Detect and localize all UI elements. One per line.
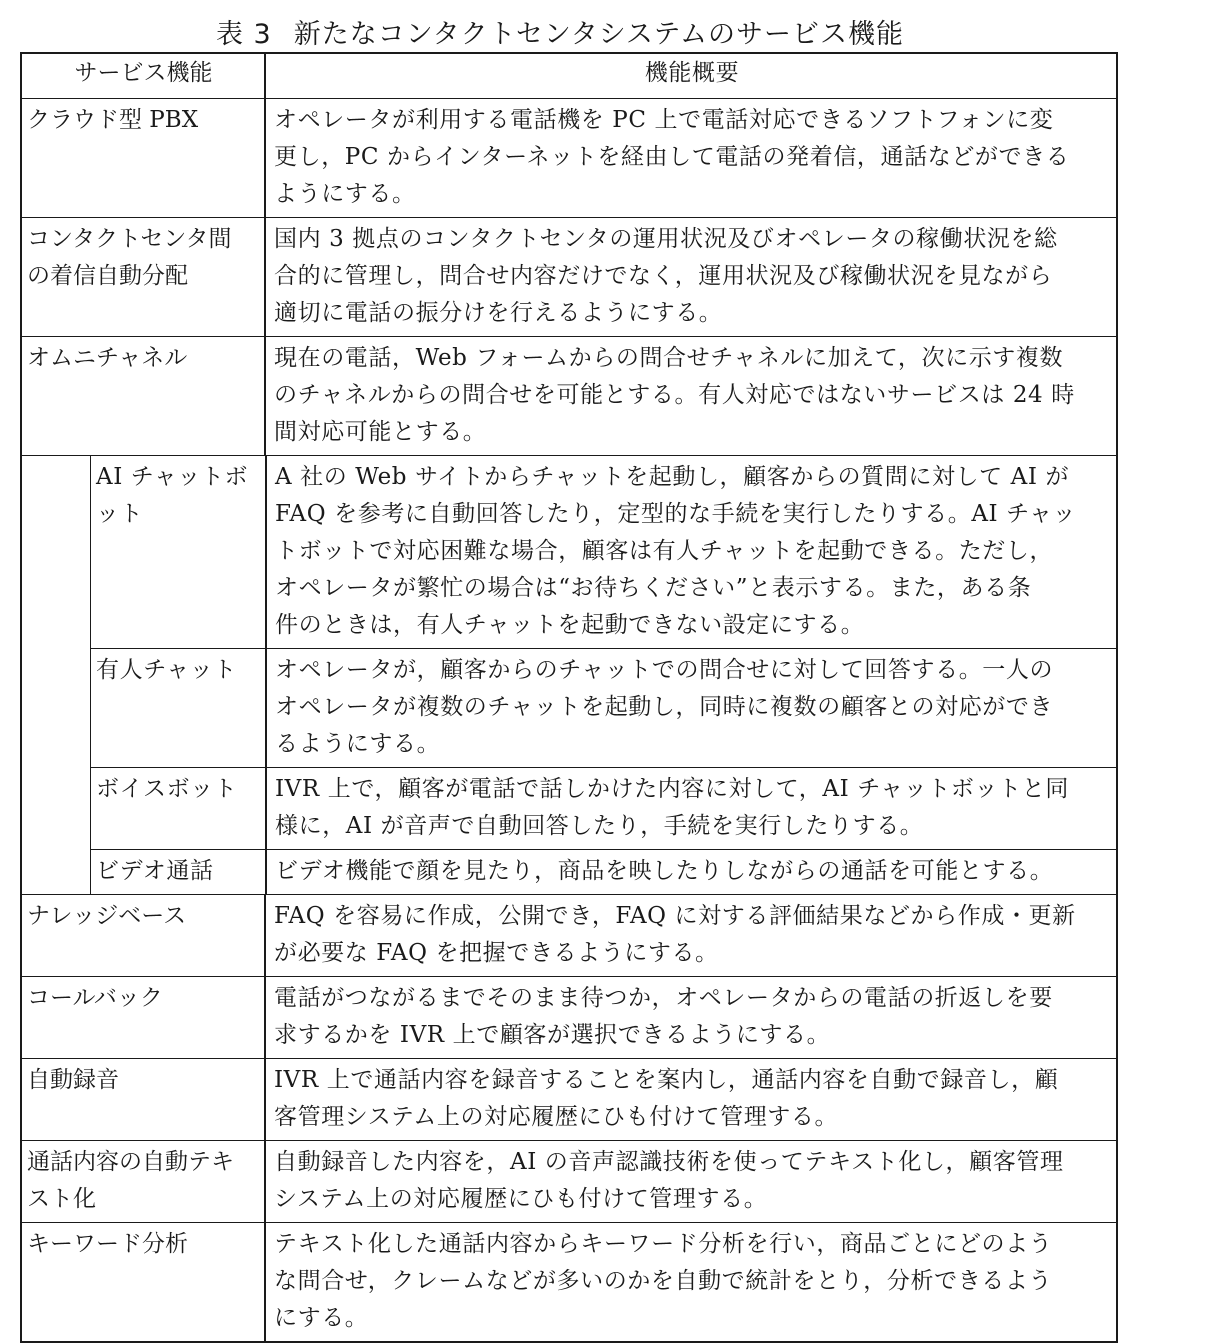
sub-service-description-line: オペレータが，顧客からのチャットでの問合せに対して回答する。一人の [275, 657, 1054, 683]
service-name-cell [22, 895, 266, 976]
service-description-line: 現在の電話，Web フォームからの問合せチャネルに加えて，次に示す複数 [274, 345, 1064, 371]
service-description-line: オペレータが利用する電話機を PC 上で電話対応できるソフトフォンに変 [274, 107, 1054, 133]
sub-service-description-cell [267, 850, 1116, 894]
service-description-line: システム上の対応履歴にひも付けて管理する。 [274, 1186, 768, 1212]
service-description-line: のチャネルからの問合せを可能とする。有人対応ではないサービスは 24 時 [274, 382, 1075, 408]
service-function-table [20, 52, 1118, 1343]
sub-service-name-line: ボイスボット [96, 776, 238, 802]
sub-service-description-line: ビデオ機能で顔を見たり，商品を映したりしながらの通話を可能とする。 [275, 858, 1054, 884]
service-description-line: FAQ を容易に作成，公開でき，FAQ に対する評価結果などから作成・更新 [274, 903, 1076, 929]
service-description-cell [266, 218, 1116, 336]
service-description-line: 客管理システム上の対応履歴にひも付けて管理する。 [274, 1104, 839, 1130]
sub-service-name-cell [91, 456, 267, 648]
sub-service-description-cell [267, 456, 1116, 648]
sub-service-description-line: IVR 上で，顧客が電話で話しかけた内容に対して，AI チャットボットと同 [275, 776, 1069, 802]
sub-table-row [91, 648, 1116, 767]
service-description-line: 合的に管理し，問合せ内容だけでなく，運用状況及び稼働状況を見ながら [274, 263, 1053, 289]
rows-after [22, 894, 1116, 1341]
sub-service-description-cell [267, 768, 1116, 849]
sub-service-name-line: ビデオ通話 [96, 858, 214, 884]
service-description-line: 間対応可能とする。 [274, 419, 487, 445]
table-title: 新たなコンタクトセンタシステムのサービス機能 [293, 19, 905, 50]
service-description-line: 自動録音した内容を，AI の音声認識技術を使ってテキスト化し，顧客管理 [274, 1149, 1064, 1175]
service-name-line: コンタクトセンタ間 [27, 226, 232, 252]
sub-table-row [91, 456, 1116, 648]
table-number: 表 3 [215, 19, 272, 50]
service-description-cell [266, 1223, 1116, 1341]
sub-service-name-cell [91, 768, 267, 849]
table-row [22, 1058, 1116, 1140]
service-name-cell [22, 218, 266, 336]
service-name-cell [22, 1223, 266, 1341]
service-name-line: 自動録音 [27, 1067, 119, 1093]
service-description-cell [266, 895, 1116, 976]
service-name-line: 通話内容の自動テキ [27, 1149, 234, 1175]
service-description-cell [266, 1059, 1116, 1140]
sub-service-description-line: オペレータが繁忙の場合は“お待ちください”と表示する。また，ある条 [275, 575, 1032, 601]
sub-service-name-line: ット [96, 501, 144, 527]
rows-before [22, 98, 1116, 455]
table-row [22, 217, 1116, 336]
service-description-line: 国内 3 拠点のコンタクトセンタの運用状況及びオペレータの稼働状況を総 [274, 226, 1058, 252]
sub-table-row [91, 767, 1116, 849]
sub-service-description-line: オペレータが複数のチャットを起動し，同時に複数の顧客との対応ができ [275, 694, 1054, 720]
sub-service-name-line: AI チャットボ [96, 464, 249, 490]
service-description-line: が必要な FAQ を把握できるようにする。 [274, 940, 719, 966]
table-row [22, 894, 1116, 976]
service-name-cell [22, 337, 266, 455]
service-name-cell [22, 99, 266, 217]
service-description-cell [266, 977, 1116, 1058]
column-header-overview: 機能概要 [644, 60, 740, 86]
omnichannel-subgroup [22, 455, 1116, 894]
service-name-line: スト化 [27, 1186, 96, 1212]
service-name-line: クラウド型 PBX [27, 107, 199, 133]
service-name-line: の着信自動分配 [27, 263, 188, 289]
service-description-line: テキスト化した通話内容からキーワード分析を行い，商品ごとにどのよう [274, 1231, 1053, 1257]
table-header-row [22, 54, 1116, 98]
service-description-cell [266, 99, 1116, 217]
service-description-line: 求するかを IVR 上で顧客が選択できるようにする。 [274, 1022, 831, 1048]
service-description-cell [266, 337, 1116, 455]
table-row [22, 1140, 1116, 1222]
sub-service-description-line: るようにする。 [275, 731, 441, 757]
sub-service-description-cell [267, 649, 1116, 767]
sub-service-description-line: 件のときは，有人チャットを起動できない設定にする。 [275, 612, 865, 638]
service-name-line: コールバック [27, 985, 163, 1011]
service-description-cell [266, 1141, 1116, 1222]
service-description-line: な問合せ，クレームなどが多いのかを自動で統計をとり，分析できるよう [274, 1268, 1053, 1294]
sub-service-description-line: トボットで対応困難な場合，顧客は有人チャットを起動できる。ただし， [275, 538, 1054, 564]
sub-service-name-cell [91, 850, 267, 894]
sub-service-description-line: 様に，AI が音声で自動回答したり，手続を実行したりする。 [275, 813, 924, 839]
service-name-line: オムニチャネル [27, 345, 188, 371]
service-description-line: 電話がつながるまでそのまま待つか，オペレータからの電話の折返しを要 [274, 985, 1053, 1011]
service-name-line: キーワード分析 [27, 1231, 188, 1257]
service-description-line: ようにする。 [274, 181, 416, 207]
sub-service-description-line: FAQ を参考に自動回答したり，定型的な手続を実行したりする。AI チャッ [275, 501, 1077, 527]
service-name-cell [22, 1059, 266, 1140]
service-name-line: ナレッジベース [27, 903, 187, 929]
service-description-line: 更し，PC からインターネットを経由して電話の発着信，通話などができる [274, 144, 1070, 170]
table-row [22, 98, 1116, 217]
service-description-line: 適切に電話の振分けを行えるようにする。 [274, 300, 723, 326]
subgroup-indent [22, 456, 91, 894]
sub-service-name-line: 有人チャット [96, 657, 237, 683]
table-row [22, 976, 1116, 1058]
table-row [22, 336, 1116, 455]
subgroup-rows [91, 456, 1116, 894]
table-row [22, 1222, 1116, 1341]
sub-table-row [91, 849, 1116, 894]
sub-service-description-line: A 社の Web サイトからチャットを起動し，顧客からの質問に対して AI が [275, 464, 1070, 490]
service-description-line: にする。 [274, 1305, 369, 1331]
service-description-line: IVR 上で通話内容を録音することを案内し，通話内容を自動で録音し，顧 [274, 1067, 1059, 1093]
table-caption [0, 12, 1120, 51]
sub-service-name-cell [91, 649, 267, 767]
service-name-cell [22, 977, 266, 1058]
service-name-cell [22, 1141, 266, 1222]
column-header-service: サービス機能 [22, 54, 266, 98]
